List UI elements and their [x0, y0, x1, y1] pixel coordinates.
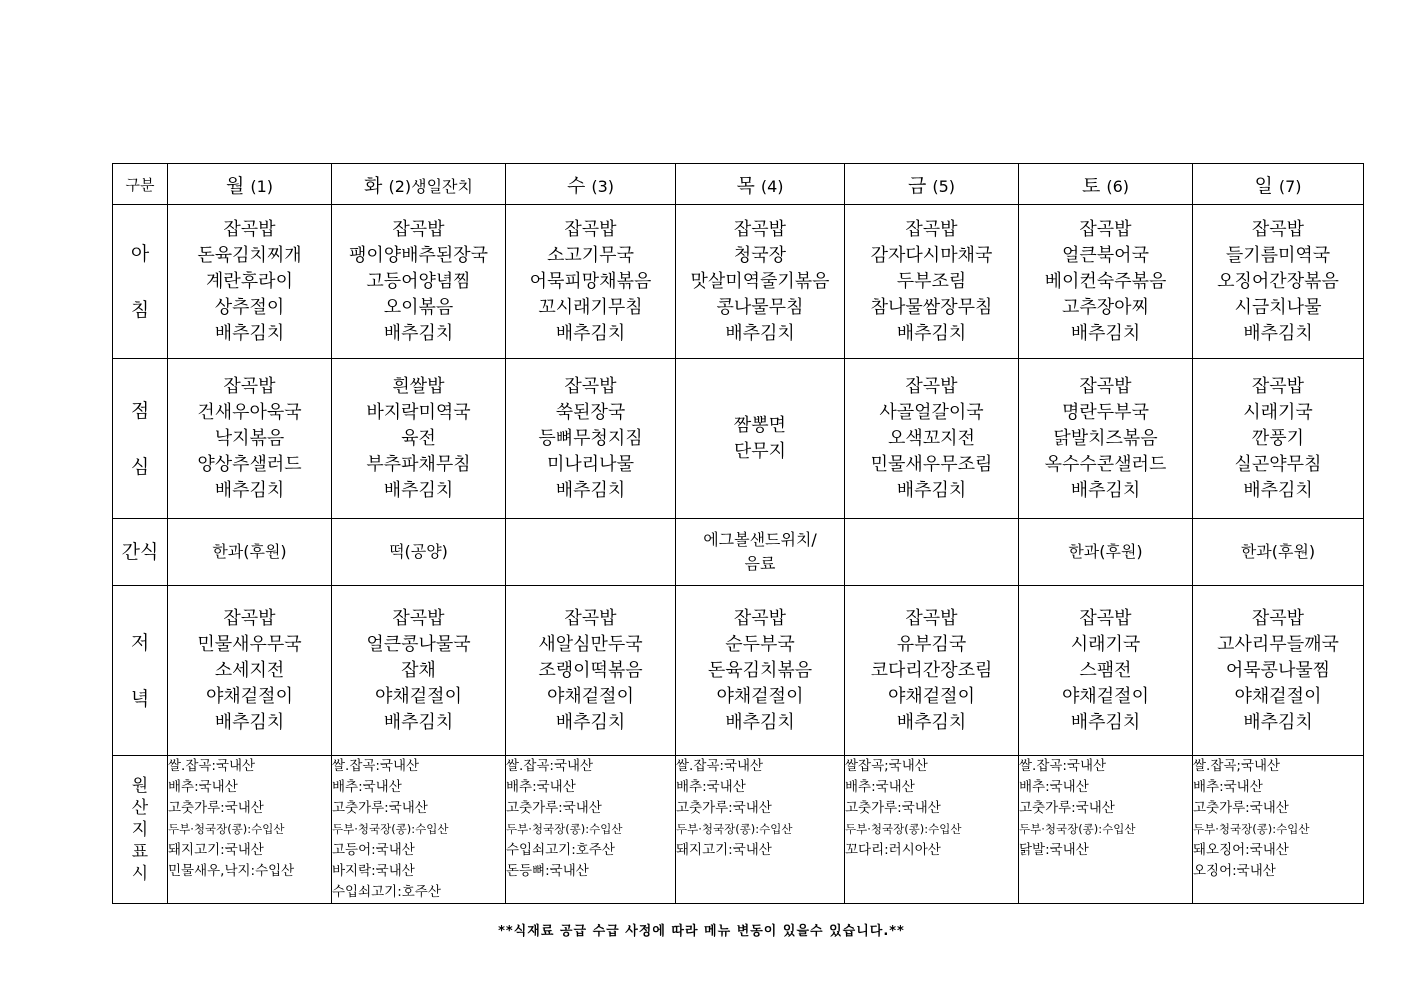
- menu-item-text: 쌀.잡곡:국내산: [168, 758, 256, 774]
- menu-item-text: 잡곡밥: [905, 218, 958, 240]
- menu-item-text: 시래기국: [1243, 401, 1313, 423]
- menu-item-text: 오색꼬지전: [888, 427, 975, 449]
- menu-item-text: 낙지볶음: [214, 427, 285, 449]
- menu-item-text: 양상추샐러드: [197, 453, 302, 475]
- menu-cell: [1019, 205, 1193, 359]
- menu-item-text: 순두부국: [725, 633, 795, 655]
- menu-item-text: 맛살미역줄기볶음: [690, 270, 830, 292]
- day-header-sun: 일 (7): [1193, 164, 1364, 205]
- menu-item-text: 쑥된장국: [555, 401, 626, 423]
- menu-item-text: 얼큰북어국: [1062, 244, 1149, 266]
- menu-item-text: 배추:국내산: [168, 779, 238, 795]
- menu-item-text: 배추김치: [383, 322, 454, 344]
- menu-item-text: 잡곡밥: [564, 218, 617, 240]
- menu-item-text: 상추절이: [214, 296, 285, 318]
- menu-item-text: 잡곡밥: [1079, 375, 1132, 397]
- menu-item-text: 짬뽕면: [733, 414, 787, 436]
- menu-cell: [168, 586, 332, 756]
- day-header-mon: 월 (1): [168, 164, 332, 205]
- menu-cell: [1019, 359, 1193, 519]
- menu-change-notice: **식재료 공급 수급 사정에 따라 메뉴 변동이 있을수 있습니다.**: [498, 924, 905, 939]
- menu-item-text: 계란후라이: [206, 270, 293, 292]
- menu-item-text: 돼지고기:국내산: [168, 842, 264, 858]
- menu-item-text: 소세지전: [214, 659, 285, 681]
- menu-cell: [332, 205, 506, 359]
- menu-item-text: 육전: [401, 427, 436, 449]
- snack-cell: [332, 519, 506, 586]
- menu-item-text: 바지락미역국: [366, 401, 471, 423]
- menu-item-text: 배추김치: [1243, 322, 1313, 344]
- menu-item-text: 꼬다리:러시아산: [845, 842, 941, 858]
- gubun-header: 구분: [113, 164, 168, 205]
- menu-item-text: 배추:국내산: [506, 779, 576, 795]
- menu-item-text: 수입쇠고기:호주산: [332, 884, 441, 900]
- menu-item-text: 고춧가루:국내산: [845, 800, 941, 816]
- menu-item-text: 스팸전: [1079, 659, 1132, 681]
- menu-item-text: 두부·청국장(콩):수입산: [845, 822, 962, 836]
- menu-item-text: 단무지: [733, 440, 787, 462]
- origin-cell: [1019, 756, 1193, 904]
- menu-cell: [1019, 586, 1193, 756]
- menu-cell: [168, 359, 332, 519]
- menu-cell: [845, 586, 1019, 756]
- menu-cell: [506, 359, 676, 519]
- menu-item-text: 잡곡밥: [1251, 607, 1305, 629]
- menu-item-text: 배추김치: [1243, 711, 1313, 733]
- menu-item-text: 야채겉절이: [888, 685, 975, 707]
- menu-item-text: 실곤약무침: [1234, 453, 1322, 475]
- menu-item-text: 야채겉절이: [375, 685, 462, 707]
- menu-item-text: 민물새우무국: [197, 633, 302, 655]
- lunch-row: [113, 359, 1364, 519]
- snack-label: 간식: [113, 519, 168, 586]
- menu-cell: [845, 359, 1019, 519]
- menu-item-text: 고등어양념찜: [366, 270, 471, 292]
- menu-item-text: 배추김치: [1243, 479, 1313, 501]
- menu-item-text: 어묵콩나물찜: [1225, 659, 1331, 681]
- menu-item-text: 두부·청국장(콩):수입산: [168, 822, 285, 836]
- menu-item-text: 잡곡밥: [564, 607, 617, 629]
- menu-item-text: 어묵피망채볶음: [529, 270, 652, 292]
- menu-item-text: 쌀.잡곡:국내산: [332, 758, 420, 774]
- menu-item-text: 배추김치: [896, 711, 967, 733]
- menu-item-text: 두부·청국장(콩):수입산: [1019, 822, 1136, 836]
- day-header-tue: 화 (2)생일잔치: [332, 164, 506, 205]
- menu-item-text: 잡곡밥: [1079, 218, 1132, 240]
- snack-cell: [506, 519, 676, 586]
- menu-item-text: 잡곡밥: [564, 375, 617, 397]
- menu-item-text: 잡곡밥: [733, 607, 787, 629]
- menu-item-text: 두부·청국장(콩):수입산: [506, 822, 623, 836]
- snack-cell: [676, 519, 845, 586]
- menu-item-text: 떡(공양): [389, 542, 448, 561]
- menu-item-text: 오징어간장볶음: [1217, 270, 1339, 292]
- origin-cell: [506, 756, 676, 904]
- day-header-thu: 목 (4): [676, 164, 845, 205]
- menu-item-text: 잡곡밥: [223, 375, 276, 397]
- menu-item-text: 잡곡밥: [905, 607, 958, 629]
- dinner-row: [113, 586, 1364, 756]
- dinner-label: 저 녁: [113, 586, 168, 756]
- menu-item-text: 고춧가루:국내산: [168, 800, 264, 816]
- menu-item-text: 한과(후원): [212, 542, 287, 561]
- menu-cell: [676, 205, 845, 359]
- menu-item-text: 고춧가루:국내산: [332, 800, 428, 816]
- menu-item-text: 두부·청국장(콩):수입산: [676, 822, 793, 836]
- menu-item-text: 조랭이떡볶음: [538, 659, 643, 681]
- menu-item-text: 야채겉절이: [547, 685, 634, 707]
- menu-item-text: 배추김치: [555, 322, 626, 344]
- menu-item-text: 미나리나물: [547, 453, 634, 475]
- menu-item-text: 잡곡밥: [392, 607, 445, 629]
- menu-item-text: 배추:국내산: [1193, 779, 1263, 795]
- menu-item-text: 민물새우무조림: [870, 453, 993, 475]
- menu-cell: [1193, 586, 1364, 756]
- menu-item-text: 두부·청국장(콩):수입산: [332, 822, 449, 836]
- menu-item-text: 오이볶음: [383, 296, 454, 318]
- menu-item-text: 고사리무들깨국: [1217, 633, 1339, 655]
- menu-item-text: 야채겉절이: [1234, 685, 1322, 707]
- menu-item-text: 쌀.잡곡:국내산: [506, 758, 594, 774]
- menu-item-text: 잡곡밥: [1251, 375, 1305, 397]
- origin-cell: [168, 756, 332, 904]
- menu-cell: [1193, 205, 1364, 359]
- menu-item-text: 배추김치: [1070, 711, 1141, 733]
- menu-item-text: 쌀.잡곡:국내산: [676, 758, 764, 774]
- menu-item-text: 한과(후원): [1240, 542, 1316, 561]
- menu-item-text: 새알심만두국: [538, 633, 643, 655]
- menu-item-text: 소고기무국: [547, 244, 634, 266]
- menu-item-text: 오징어:국내산: [1193, 863, 1276, 879]
- header-row: [113, 164, 1364, 205]
- menu-item-text: 배추:국내산: [676, 779, 746, 795]
- menu-item-text: 배추김치: [383, 711, 454, 733]
- origin-cell: [676, 756, 845, 904]
- menu-item-text: 돼오징어:국내산: [1193, 842, 1289, 858]
- menu-cell: [1193, 359, 1364, 519]
- menu-item-text: 야채겉절이: [206, 685, 293, 707]
- menu-item-text: 옥수수콘샐러드: [1044, 453, 1167, 475]
- menu-item-text: 꼬시래기무침: [538, 296, 643, 318]
- menu-item-text: 배추김치: [725, 322, 795, 344]
- menu-cell: [332, 586, 506, 756]
- menu-item-text: 고춧가루:국내산: [506, 800, 602, 816]
- menu-item-text: 깐풍기: [1251, 427, 1305, 449]
- menu-item-text: 잡곡밥: [392, 218, 445, 240]
- weekly-menu-table: [112, 163, 1364, 904]
- menu-item-text: 건새우아욱국: [197, 401, 302, 423]
- menu-item-text: 배추김치: [725, 711, 795, 733]
- origin-label: 원 산 지 표 시: [113, 756, 168, 904]
- day-header-sat: 토 (6): [1019, 164, 1193, 205]
- snack-cell: [845, 519, 1019, 586]
- menu-item-text: 민물새우,낙지:수입산: [168, 863, 295, 879]
- menu-item-text: 돈육김치찌개: [197, 244, 302, 266]
- menu-cell: [676, 586, 845, 756]
- menu-item-text: 배추:국내산: [845, 779, 915, 795]
- menu-item-text: 배추김치: [1070, 322, 1141, 344]
- menu-item-text: 명란두부국: [1062, 401, 1149, 423]
- menu-item-text: 닭발:국내산: [1019, 842, 1089, 858]
- menu-item-text: 참나물쌈장무침: [870, 296, 993, 318]
- day-header-fri: 금 (5): [845, 164, 1019, 205]
- breakfast-label: 아 침: [113, 205, 168, 359]
- menu-item-text: 쌀잡곡;국내산: [845, 758, 928, 774]
- origin-row: [113, 756, 1364, 904]
- menu-item-text: 돈등뼈:국내산: [506, 863, 589, 879]
- snack-cell: [1193, 519, 1364, 586]
- menu-item-text: 잡곡밥: [1079, 607, 1132, 629]
- menu-item-text: 배추김치: [214, 711, 285, 733]
- menu-item-text: 배추김치: [896, 479, 967, 501]
- menu-item-text: 야채겉절이: [1062, 685, 1149, 707]
- menu-item-text: 한과(후원): [1068, 542, 1143, 561]
- menu-cell: [168, 205, 332, 359]
- menu-item-text: 수입쇠고기:호주산: [506, 842, 615, 858]
- origin-cell: [845, 756, 1019, 904]
- menu-item-text: 잡곡밥: [733, 218, 787, 240]
- menu-item-text: 바지락:국내산: [332, 863, 415, 879]
- menu-item-text: 감자다시마채국: [870, 244, 993, 266]
- menu-item-text: 두부조림: [896, 270, 967, 292]
- menu-item-text: 고추장아찌: [1062, 296, 1149, 318]
- menu-item-text: 잡곡밥: [223, 607, 276, 629]
- menu-item-text: 쌀.잡곡;국내산: [1193, 758, 1281, 774]
- menu-item-text: 시금치나물: [1234, 296, 1322, 318]
- menu-item-text: 쌀.잡곡:국내산: [1019, 758, 1107, 774]
- snack-cell: [1019, 519, 1193, 586]
- menu-item-text: 잡곡밥: [1251, 218, 1305, 240]
- origin-cell: [1193, 756, 1364, 904]
- menu-item-text: 유부김국: [896, 633, 967, 655]
- menu-item-text: 고춧가루:국내산: [1193, 800, 1289, 816]
- menu-item-text: 부추파채무침: [366, 453, 471, 475]
- menu-item-text: 흰쌀밥: [392, 375, 445, 397]
- menu-item-text: 시래기국: [1070, 633, 1141, 655]
- menu-item-text: 에그볼샌드위치/: [703, 530, 817, 549]
- menu-item-text: 고등어:국내산: [332, 842, 415, 858]
- menu-item-text: 배추:국내산: [1019, 779, 1089, 795]
- menu-item-text: 닭발치즈볶음: [1053, 427, 1158, 449]
- menu-item-text: 고춧가루:국내산: [1019, 800, 1115, 816]
- menu-item-text: 배추:국내산: [332, 779, 402, 795]
- menu-item-text: 잡곡밥: [905, 375, 958, 397]
- menu-item-text: 야채겉절이: [716, 685, 804, 707]
- menu-cell: [506, 205, 676, 359]
- menu-item-text: 사골얼갈이국: [879, 401, 984, 423]
- menu-item-text: 팽이양배추된장국: [348, 244, 489, 266]
- menu-item-text: 들기름미역국: [1225, 244, 1331, 266]
- menu-cell: [845, 205, 1019, 359]
- menu-item-text: 콩나물무침: [716, 296, 804, 318]
- menu-item-text: 잡채: [401, 659, 436, 681]
- menu-item-text: 배추김치: [383, 479, 454, 501]
- menu-item-text: 배추김치: [896, 322, 967, 344]
- menu-item-text: 음료: [744, 554, 776, 573]
- menu-item-text: 얼큰콩나물국: [366, 633, 471, 655]
- menu-cell: [506, 586, 676, 756]
- menu-item-text: 돈육김치볶음: [707, 659, 813, 681]
- menu-item-text: 두부·청국장(콩):수입산: [1193, 822, 1310, 836]
- menu-item-text: 배추김치: [214, 322, 285, 344]
- origin-cell: [332, 756, 506, 904]
- snack-row: [113, 519, 1364, 586]
- menu-item-text: 등뼈무청지짐: [538, 427, 643, 449]
- lunch-label: 점 심: [113, 359, 168, 519]
- snack-cell: [168, 519, 332, 586]
- menu-item-text: 배추김치: [214, 479, 285, 501]
- menu-item-text: 코다리간장조림: [870, 659, 993, 681]
- menu-item-text: 배추김치: [555, 711, 626, 733]
- menu-item-text: 돼지고기:국내산: [676, 842, 772, 858]
- menu-item-text: 배추김치: [1070, 479, 1141, 501]
- menu-item-text: 청국장: [733, 244, 787, 266]
- menu-item-text: 잡곡밥: [223, 218, 276, 240]
- breakfast-row: [113, 205, 1364, 359]
- day-header-wed: 수 (3): [506, 164, 676, 205]
- menu-cell: [676, 359, 845, 519]
- menu-cell: [332, 359, 506, 519]
- menu-item-text: 고춧가루:국내산: [676, 800, 772, 816]
- menu-item-text: 배추김치: [555, 479, 626, 501]
- menu-item-text: 베이컨숙주볶음: [1044, 270, 1167, 292]
